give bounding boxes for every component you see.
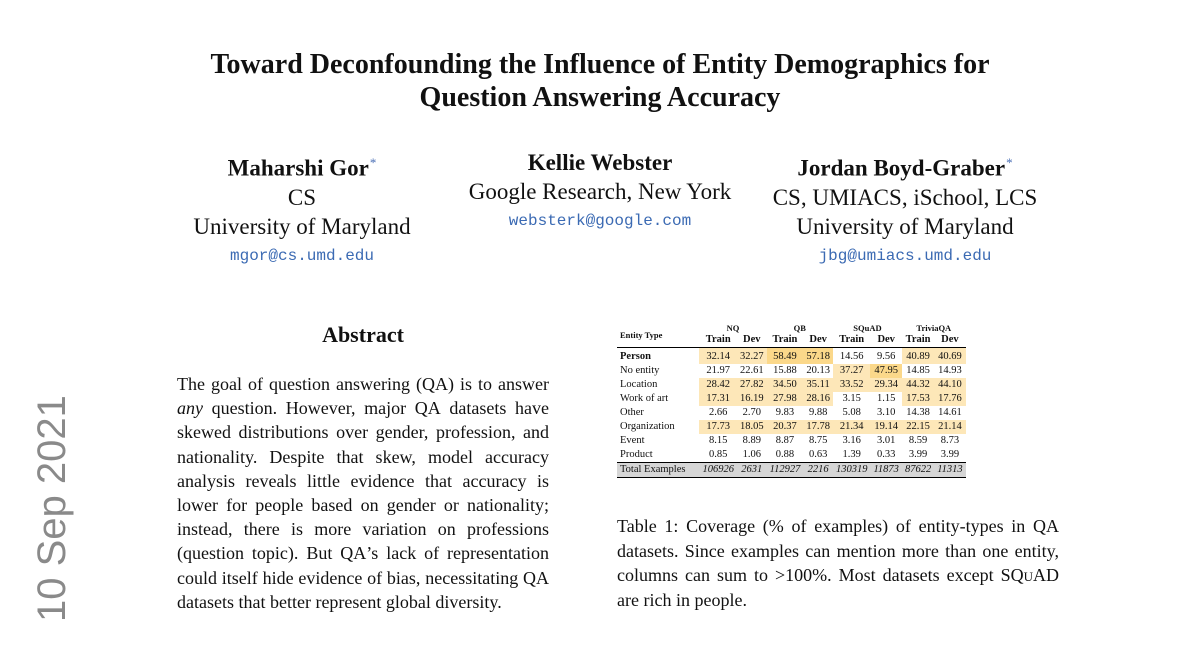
table-cell: 14.85 — [906, 365, 930, 376]
table-cell: 130319 — [833, 463, 871, 478]
table-cell: 11873 — [870, 463, 901, 478]
row-label: Product — [620, 449, 653, 460]
table-cell: 0.85 — [709, 449, 728, 460]
table-cell: 20.37 — [767, 420, 804, 434]
split-header: Train — [699, 333, 737, 348]
row-label: Person — [620, 351, 651, 362]
table-cell: 2216 — [803, 463, 833, 478]
abstract-heading: Abstract — [322, 322, 404, 347]
author-block-1 — [170, 148, 434, 271]
split-header: Dev — [737, 333, 767, 348]
author-affiliation: CS — [287, 184, 317, 210]
table-cell: 47.95 — [870, 364, 901, 378]
row-label: No entity — [620, 365, 660, 376]
author-email[interactable]: mgor@cs.umd.edu — [229, 246, 375, 265]
table-cell: 8.87 — [775, 435, 795, 446]
table-row — [617, 406, 966, 420]
table-cell: 106926 — [699, 463, 737, 478]
table-cell: 32.27 — [737, 348, 767, 365]
table-cell: 16.19 — [737, 392, 767, 406]
table-cell: 1.39 — [842, 449, 861, 460]
table-cell: 0.63 — [808, 449, 828, 460]
table-cell: 3.15 — [842, 393, 861, 404]
split-header: Dev — [870, 333, 901, 348]
table-cell: 9.56 — [877, 351, 896, 362]
author-block-2 — [455, 148, 745, 236]
table-cell: 18.05 — [737, 420, 767, 434]
table-cell: 17.78 — [803, 420, 833, 434]
author-affiliation: Google Research, New York — [468, 179, 732, 204]
arxiv-date-stamp: 10 Sep 2021 — [30, 395, 74, 622]
table-cell: 33.52 — [833, 378, 871, 392]
table-cell: 40.89 — [902, 348, 934, 365]
author-name: Jordan Boyd-Graber — [797, 155, 1006, 181]
row-label: Location — [620, 379, 658, 390]
split-header: Train — [833, 333, 871, 348]
table-cell: 14.93 — [938, 365, 962, 376]
table-row — [617, 378, 966, 392]
table-cell: 1.15 — [877, 393, 896, 404]
table-cell: 3.10 — [877, 407, 896, 418]
table-cell: 1.06 — [742, 449, 761, 460]
table-cell: 27.82 — [737, 378, 767, 392]
row-label: Total Examples — [617, 463, 699, 478]
table-cell: 19.14 — [870, 420, 901, 434]
split-header: Dev — [934, 333, 965, 348]
paper-title — [0, 48, 1200, 114]
table-cell: 2631 — [737, 463, 767, 478]
row-label: Event — [620, 435, 645, 446]
table-cell: 44.32 — [902, 378, 934, 392]
table-cell: 8.75 — [808, 435, 828, 446]
table-cell: 28.42 — [699, 378, 737, 392]
dataset-header: TriviaQA — [916, 323, 952, 333]
table-cell: 35.11 — [803, 378, 833, 392]
table-cell: 8.73 — [940, 435, 960, 446]
table-cell: 21.34 — [833, 420, 871, 434]
table-cell: 8.15 — [709, 435, 728, 446]
author-affiliation: University of Maryland — [193, 213, 411, 239]
dataset-header: SQuAD — [853, 323, 882, 333]
table-cell: 21.97 — [706, 365, 731, 376]
entity-type-header: Entity Type — [617, 322, 699, 348]
table-cell: 32.14 — [699, 348, 737, 365]
table-cell: 57.18 — [803, 348, 833, 365]
table-cell: 3.99 — [940, 449, 960, 460]
author-footnote-mark: * — [1006, 155, 1013, 170]
table-cell: 17.73 — [699, 420, 737, 434]
table-cell: 58.49 — [767, 348, 804, 365]
table-cell: 0.88 — [775, 449, 795, 460]
table-cell: 28.16 — [803, 392, 833, 406]
author-affiliation: University of Maryland — [796, 213, 1014, 239]
table-cell: 17.76 — [934, 392, 965, 406]
table-row — [617, 392, 966, 406]
table-row — [617, 420, 966, 434]
row-label: Other — [620, 407, 644, 418]
table-cell: 29.34 — [870, 378, 901, 392]
table-cell: 8.59 — [908, 435, 928, 446]
table-cell: 9.83 — [775, 407, 795, 418]
table-cell: 14.56 — [839, 351, 864, 362]
author-name: Maharshi Gor — [227, 155, 369, 181]
table-cell: 20.13 — [806, 365, 830, 376]
table-cell: 5.08 — [842, 407, 861, 418]
title-line-1: Toward Deconfounding the Influence of Entity Demographics for — [210, 49, 990, 80]
table-cell: 2.66 — [709, 407, 728, 418]
table-cell: 14.61 — [938, 407, 962, 418]
table-row — [617, 448, 966, 463]
author-affiliation: CS, UMIACS, iSchool, LCS — [772, 184, 1038, 210]
table-cell: 9.88 — [808, 407, 828, 418]
coverage-table — [617, 322, 966, 478]
table-cell: 3.01 — [877, 435, 896, 446]
table-cell: 17.31 — [699, 392, 737, 406]
dataset-header: QB — [793, 323, 806, 333]
dataset-header: NQ — [726, 323, 740, 333]
table-total-row — [617, 463, 966, 478]
table-cell: 17.53 — [902, 392, 934, 406]
table-cell: 40.69 — [934, 348, 965, 365]
table-cell: 44.10 — [934, 378, 965, 392]
row-label: Work of art — [620, 393, 669, 404]
title-line-2: Question Answering Accuracy — [419, 82, 781, 113]
author-footnote-mark: * — [369, 155, 377, 170]
table-cell: 3.16 — [842, 435, 861, 446]
author-email[interactable]: jbg@umiacs.umd.edu — [818, 246, 992, 265]
table-row — [617, 348, 966, 365]
table-cell: 0.33 — [877, 449, 896, 460]
split-header: Train — [902, 333, 934, 348]
table-row — [617, 434, 966, 448]
table-cell: 34.50 — [767, 378, 804, 392]
split-header: Dev — [803, 333, 833, 348]
table-cell: 14.38 — [906, 407, 930, 418]
table-cell: 2.70 — [742, 407, 761, 418]
table-cell: 15.88 — [773, 365, 797, 376]
table-cell: 11313 — [934, 463, 965, 478]
table-caption: Table 1: Coverage (% of examples) of entity-types in QA datasets. Since examples can mention more than one entity, columns can sum to >100%. Most datasets except SQuAD are rich in people. — [617, 516, 1059, 610]
author-email[interactable]: websterk@google.com — [508, 212, 692, 230]
split-header: Train — [767, 333, 804, 348]
table-cell: 8.89 — [742, 435, 761, 446]
table-cell: 22.15 — [902, 420, 934, 434]
row-label: Organization — [620, 421, 675, 432]
table-cell: 22.61 — [739, 365, 764, 376]
table-cell: 112927 — [767, 463, 804, 478]
table-row — [617, 364, 966, 378]
abstract-text: The goal of question answering (QA) is to answer any question. However, major QA datasets have skewed distributions over gender, profession, and nationality. Despite that skew, model accuracy analysis reveals little evidence that accuracy is lower for people based on gender or nationality; instead, there is more variation on professions (question topic). But QA’s lack of representation could itself hide evidence of bias, necessitating QA datasets that better represent global diversity. — [177, 374, 550, 612]
table-cell: 3.99 — [908, 449, 928, 460]
author-block-3 — [755, 148, 1055, 271]
author-name: Kellie Webster — [527, 150, 673, 175]
table-cell: 37.27 — [833, 364, 871, 378]
table-cell: 27.98 — [767, 392, 804, 406]
table-cell: 21.14 — [934, 420, 965, 434]
table-cell: 87622 — [902, 463, 934, 478]
